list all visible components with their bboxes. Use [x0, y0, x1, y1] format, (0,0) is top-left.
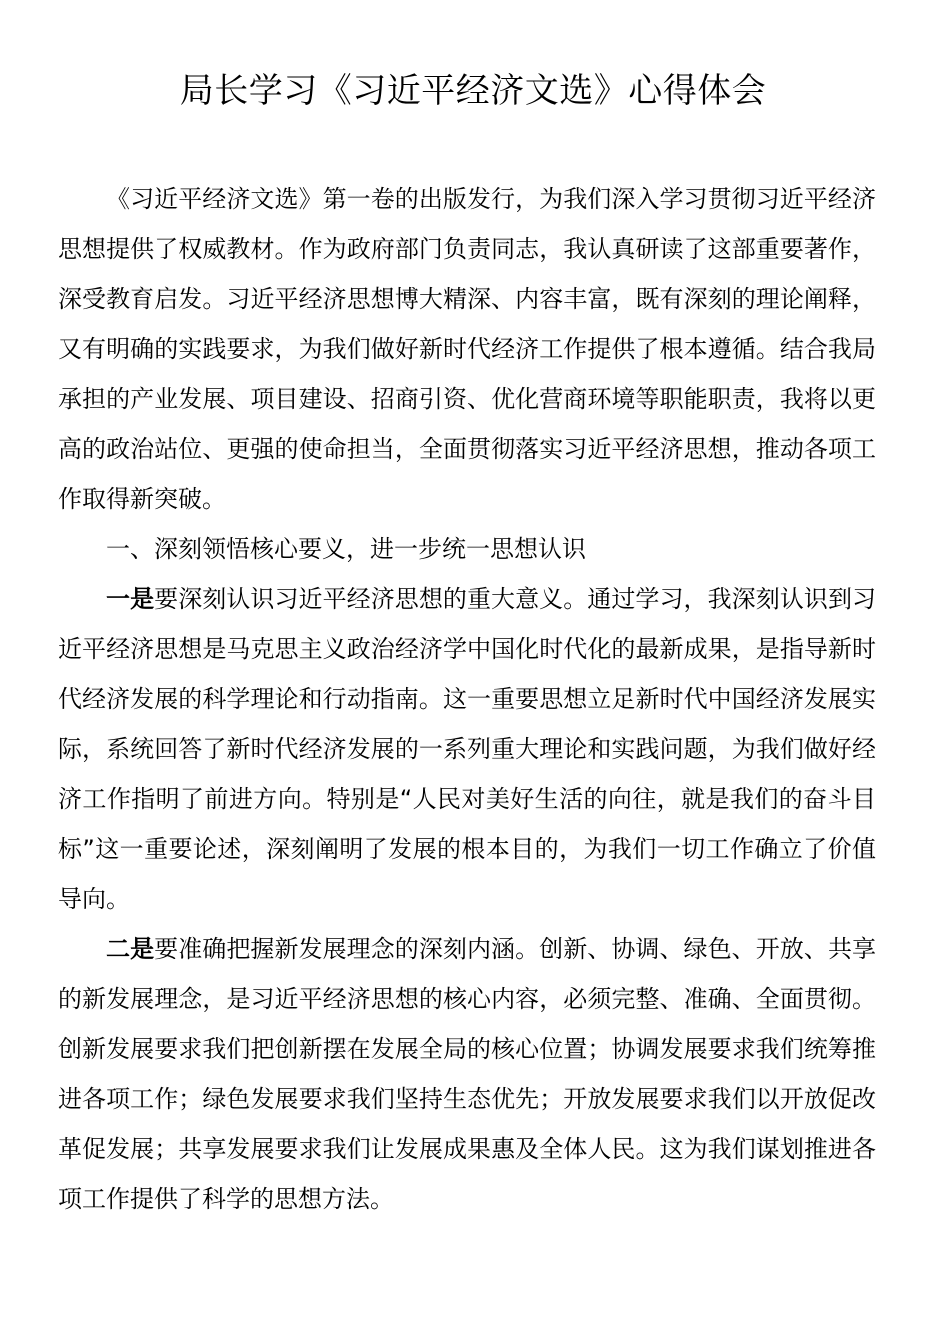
point-two-paragraph: [58, 924, 876, 1224]
document-body: [58, 174, 876, 1224]
intro-paragraph: 《习近平经济文选》第一卷的出版发行，为我们深入学习贯彻习近平经济思想提供了权威教材。作为政府部门负责同志，我认真研读了这部重要著作，深受教育启发。习近平经济思想博大精深、内容丰富，既有深刻的理论阐释，又有明确的实践要求，为我们做好新时代经济工作提供了根本遵循。结合我局承担的产业发展、项目建设、招商引资、优化营商环境等职能职责，我将以更高的政治站位、更强的使命担当，全面贯彻落实习近平经济思想，推动各项工作取得新突破。: [58, 185, 876, 513]
document-title: 局长学习《习近平经济文选》心得体会: [179, 71, 767, 111]
point-one-text: 要深刻认识习近平经济思想的重大意义。通过学习，我深刻认识到习近平经济思想是马克思主义政治经济学中国化时代化的最新成果，是指导新时代经济发展的科学理论和行动指南。这一重要思想立足新时代中国经济发展实际，系统回答了新时代经济发展的一系列重大理论和实践问题，为我们做好经济工作指明了前进方向。特别是“人民对美好生活的向往，就是我们的奋斗目标”这一重要论述，深刻阐明了发展的根本目的，为我们一切工作确立了价值导向。: [58, 585, 877, 913]
point-two-lead: 二是: [106, 935, 155, 963]
point-one-paragraph: [58, 574, 876, 924]
point-two-text: 要准确把握新发展理念的深刻内涵。创新、协调、绿色、开放、共享的新发展理念，是习近平经济思想的核心内容，必须完整、准确、全面贯彻。创新发展要求我们把创新摆在发展全局的核心位置；协调发展要求我们统筹推进各项工作；绿色发展要求我们坚持生态优先；开放发展要求我们以开放促改革促发展；共享发展要求我们让发展成果惠及全体人民。这为我们谋划推进各项工作提供了科学的思想方法。: [58, 935, 877, 1213]
section-heading: 一、深刻领悟核心要义，进一步统一思想认识: [106, 535, 586, 563]
point-one-lead: 一是: [106, 585, 155, 613]
